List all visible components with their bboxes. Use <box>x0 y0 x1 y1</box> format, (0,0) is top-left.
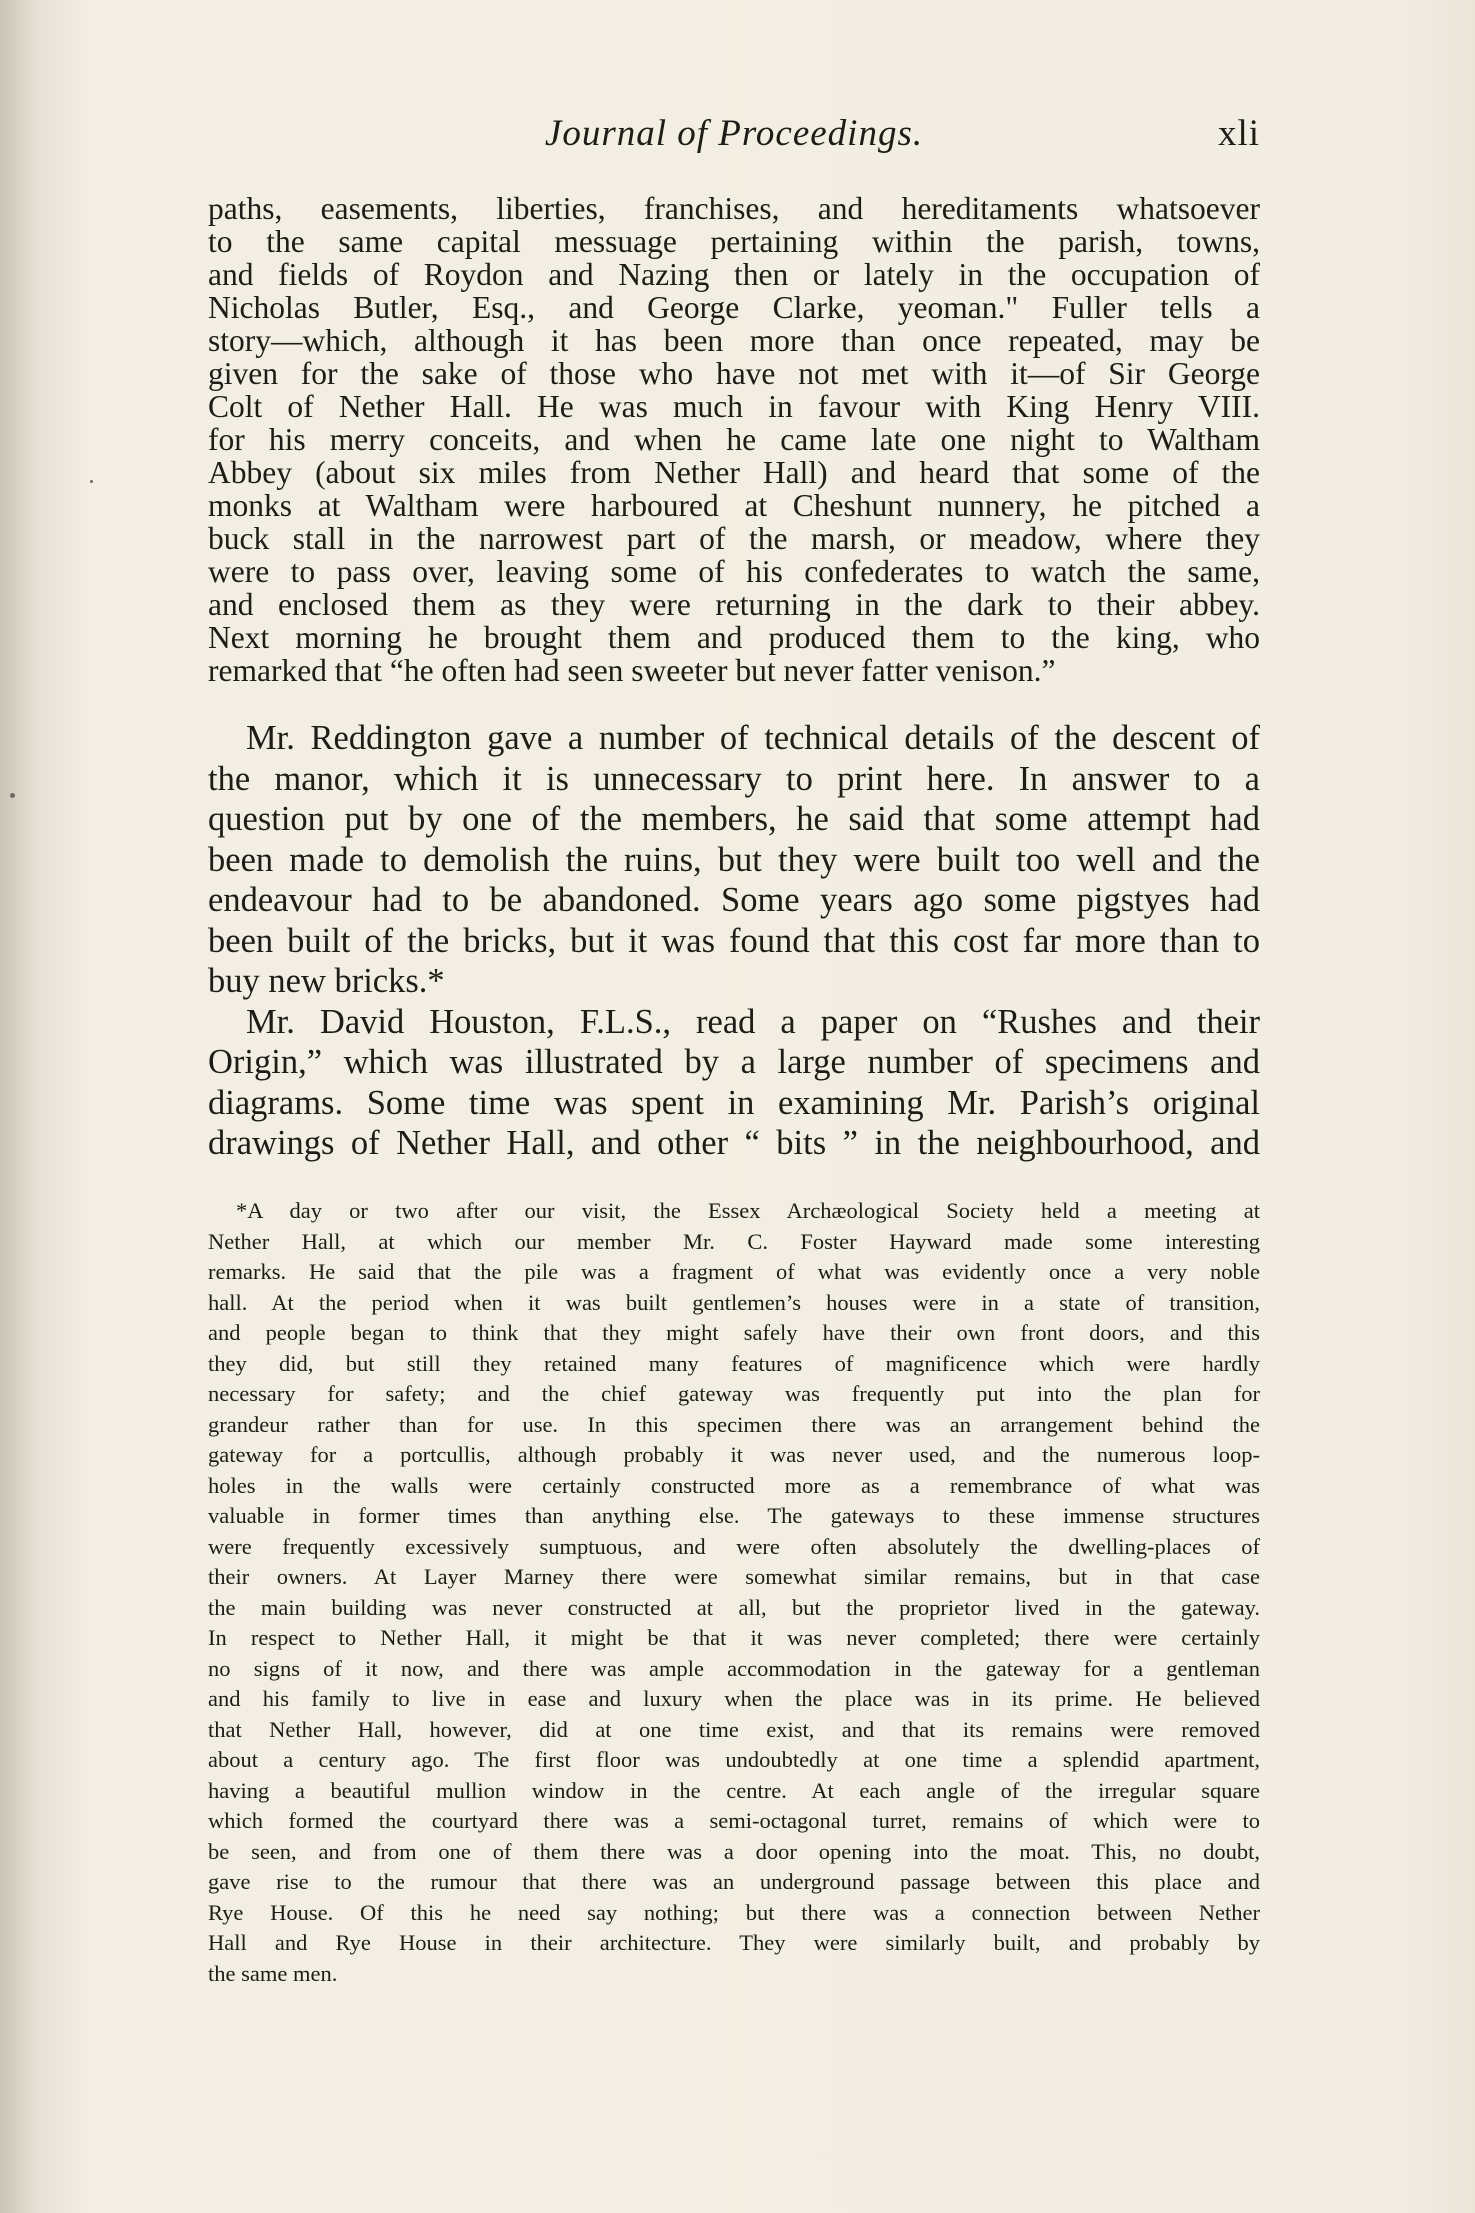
text-line: Nicholas Butler, Esq., and George Clarke, yeoman." Fuller tells a <box>208 290 1260 325</box>
paragraph-reddington <box>208 718 1260 1002</box>
text-line: for his merry conceits, and when he came late one night to Waltham <box>208 422 1260 457</box>
main-body-text <box>208 718 1260 1164</box>
text-line: endeavour had to be abandoned. Some years ago some pigstyes had <box>208 881 1260 919</box>
footnote-line: the same men. <box>208 1960 338 1986</box>
footnote-line: and his family to live in ease and luxury when the place was in its prime. He believed <box>208 1686 1260 1711</box>
footnote-line: In respect to Nether Hall, it might be that it was never completed; there were certainly <box>208 1625 1260 1650</box>
text-line: remarked that “he often had seen sweeter but never fatter venison.” <box>208 653 1056 688</box>
text-line: Abbey (about six miles from Nether Hall) and heard that some of the <box>208 455 1260 490</box>
footnote-line: gateway for a portcullis, although probably it was never used, and the numerous loop- <box>208 1442 1260 1467</box>
text-line: and enclosed them as they were returning in the dark to their abbey. <box>208 587 1260 622</box>
text-line: diagrams. Some time was spent in examining Mr. Parish’s original <box>208 1083 1260 1122</box>
text-line: Mr. David Houston, F.L.S., read a paper on “Rushes and their <box>246 1002 1260 1041</box>
footnote-line: necessary for safety; and the chief gateway was frequently put into the plan for <box>208 1381 1260 1406</box>
page-header <box>208 110 1260 158</box>
text-line: question put by one of the members, he said that some attempt had <box>208 800 1260 838</box>
text-line: and fields of Roydon and Nazing then or lately in the occupation of <box>208 257 1260 292</box>
paper-speck <box>10 793 15 798</box>
footnote-line: Nether Hall, at which our member Mr. C. Foster Hayward made some interesting <box>208 1228 1260 1254</box>
footnote-line: about a century ago. The first floor was undoubtedly at one time a splendid apartment, <box>208 1747 1260 1772</box>
footnote-line: their owners. At Layer Marney there were somewhat similar remains, but in that case <box>208 1564 1260 1589</box>
text-line: Mr. Reddington gave a number of technical details of the descent of <box>246 719 1260 757</box>
footnote-line: no signs of it now, and there was ample accommodation in the gateway for a gentleman <box>208 1655 1260 1681</box>
text-line: the manor, which it is unnecessary to print here. In answer to a <box>208 759 1260 798</box>
paper-speck <box>90 480 93 483</box>
footnote-line: which formed the courtyard there was a semi-octagonal turret, remains of which were to <box>208 1808 1260 1833</box>
footnote-line: grandeur rather than for use. In this specimen there was an arrangement behind the <box>208 1411 1260 1437</box>
text-line: buck stall in the narrowest part of the marsh, or meadow, where they <box>208 521 1260 556</box>
footnote-line: *A day or two after our visit, the Essex Archæological Society held a meeting at <box>236 1198 1260 1223</box>
text-line: buy new bricks.* <box>208 962 445 1000</box>
text-line: paths, easements, liberties, franchises, and hereditaments whatsoever <box>208 191 1260 226</box>
text-line: monks at Waltham were harboured at Cheshunt nunnery, he pitched a <box>208 488 1260 523</box>
paragraph-houston <box>208 1002 1260 1164</box>
text-line: been made to demolish the ruins, but they were built too well and the <box>208 840 1260 879</box>
footnote-line: Rye House. Of this he need say nothing; but there was a connection between Nether <box>208 1899 1260 1925</box>
page-number: xli <box>1217 113 1260 154</box>
text-line: were to pass over, leaving some of his confederates to watch the same, <box>208 554 1260 589</box>
footnote-line: that Nether Hall, however, did at one time exist, and that its remains were removed <box>208 1716 1260 1742</box>
footnote-line: valuable in former times than anything else. The gateways to these immense structures <box>208 1503 1260 1528</box>
footnote-line: the main building was never constructed at all, but the proprietor lived in the gateway. <box>208 1594 1260 1620</box>
text-line: drawings of Nether Hall, and other “ bits ” in the neighbourhood, and <box>208 1124 1260 1162</box>
footnote-line: remarks. He said that the pile was a fragment of what was evidently once a very noble <box>208 1259 1260 1284</box>
text-line: story—which, although it has been more than once repeated, may be <box>208 323 1260 358</box>
quoted-passage <box>208 192 1260 687</box>
footnote-line: and people began to think that they might safely have their own front doors, and this <box>208 1320 1260 1345</box>
footnote-line: gave rise to the rumour that there was an underground passage between this place and <box>208 1869 1260 1894</box>
footnote-line: hall. At the period when it was built gentlemen’s houses were in a state of transition, <box>208 1289 1260 1315</box>
footnote-line: having a beautiful mullion window in the centre. At each angle of the irregular square <box>208 1777 1260 1803</box>
text-line: been built of the bricks, but it was found that this cost far more than to <box>208 921 1260 960</box>
footnote <box>208 1196 1260 1989</box>
footnote-line: be seen, and from one of them there was a door opening into the moat. This, no doubt, <box>208 1838 1260 1864</box>
text-line: given for the sake of those who have not met with it—of Sir George <box>208 356 1260 391</box>
footnote-line: they did, but still they retained many features of magnificence which were hardly <box>208 1350 1260 1376</box>
text-line: Colt of Nether Hall. He was much in favour with King Henry VIII. <box>208 389 1260 424</box>
text-line: to the same capital messuage pertaining within the parish, towns, <box>208 224 1260 259</box>
footnote-line: were frequently excessively sumptuous, and were often absolutely the dwelling-places of <box>208 1533 1260 1559</box>
footnote-line: holes in the walls were certainly constructed more as a remembrance of what was <box>208 1472 1260 1498</box>
text-line: Next morning he brought them and produced them to the king, who <box>208 620 1260 655</box>
running-title: Journal of Proceedings. <box>544 113 924 154</box>
text-line: Origin,” which was illustrated by a large number of specimens and <box>208 1043 1260 1081</box>
footnote-line: Hall and Rye House in their architecture. They were similarly built, and probably by <box>208 1930 1260 1955</box>
